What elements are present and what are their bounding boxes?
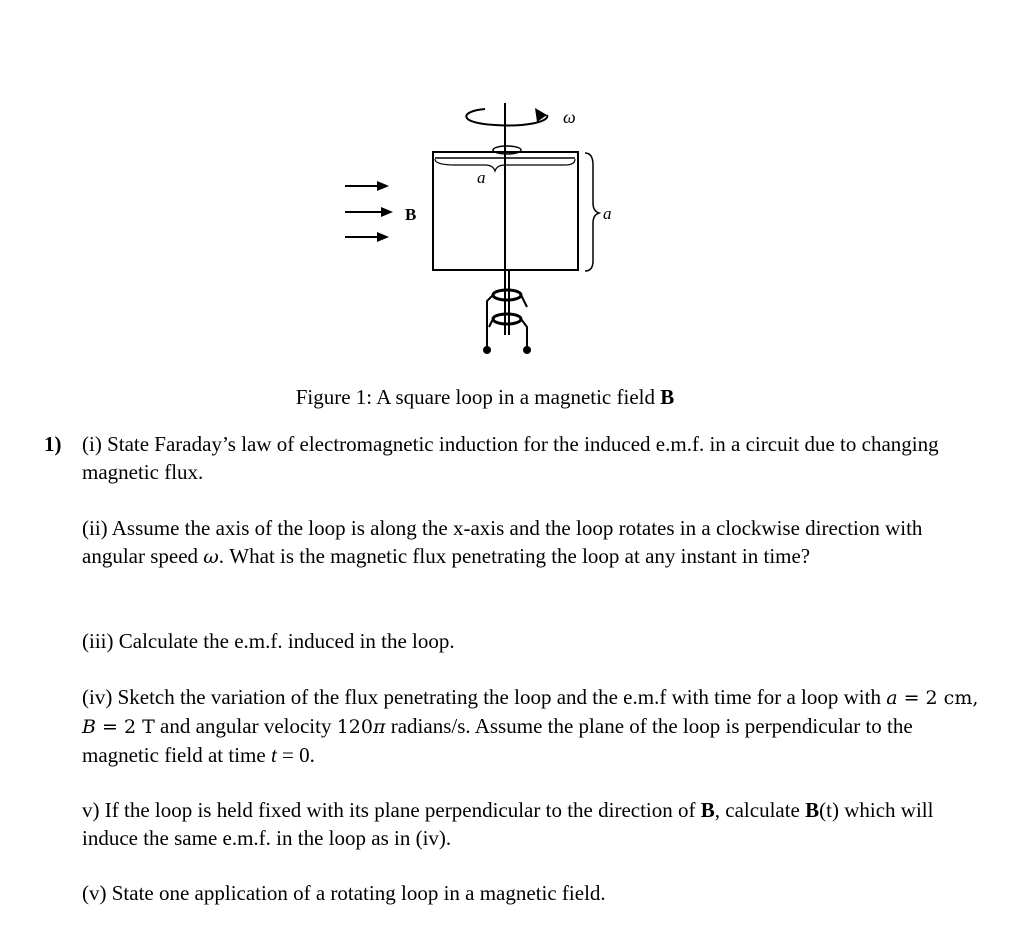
field-label: B — [405, 205, 417, 224]
question-part-i: (i) State Faraday’s law of electromagnetic induction for the induced e.m.f. in a circuit due to changing magnetic flux. — [82, 432, 939, 484]
square-loop-figure — [335, 95, 655, 365]
omega-label: ω — [563, 107, 576, 127]
slip-ring-top — [493, 290, 521, 300]
rotation-arrow — [466, 109, 547, 125]
brace-right — [585, 153, 599, 271]
question-number: 1) — [44, 432, 62, 456]
slip-ring-bottom — [493, 314, 521, 324]
question-part-v-second: (v) State one application of a rotating loop in a magnetic field. — [82, 881, 606, 905]
terminal-right — [523, 346, 531, 354]
question-part-iv: (iv) Sketch the variation of the flux penetrating the loop and the e.m.f with time for a loop with a = 2 cm, B = 2 T and angular velocity 120π radians/s. Assume the plane of the loop is perpendicular to the magnetic field at time t = 0. — [82, 685, 979, 767]
question-part-v-first: v) If the loop is held fixed with its plane perpendicular to the direction of B, calculate B(t) which will induce the same e.m.f. in the loop as in (iv). — [82, 798, 934, 850]
side-right-label: a — [603, 204, 612, 223]
figure-caption: Figure 1: A square loop in a magnetic field B — [295, 385, 675, 409]
question-part-iii: (iii) Calculate the e.m.f. induced in the loop. — [82, 629, 455, 653]
question-part-ii: (ii) Assume the axis of the loop is along the x-axis and the loop rotates in a clockwise direction with angular speed ω. What is the magnetic flux penetrating the loop at any instant in time? — [82, 516, 923, 568]
terminal-left — [483, 346, 491, 354]
side-top-label: a — [477, 168, 486, 187]
